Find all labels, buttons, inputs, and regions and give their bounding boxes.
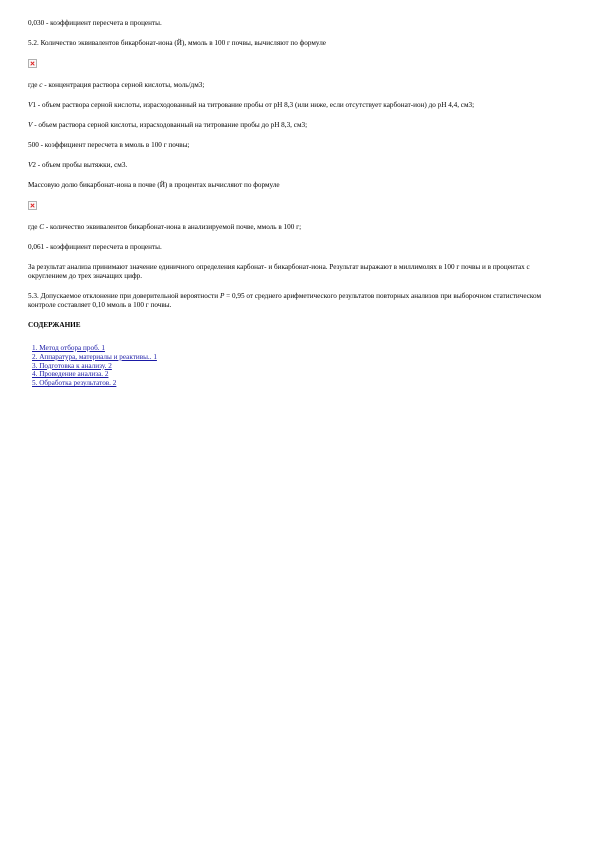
paragraph-tolerance (28, 292, 568, 310)
variable-v2: V (28, 161, 33, 169)
definition-v2: 2 - объем пробы вытяжки, см3. (32, 161, 128, 169)
broken-image-icon (28, 201, 37, 210)
paragraph-v1 (28, 101, 568, 110)
formula-image-1 (28, 59, 568, 71)
toc-item (32, 370, 568, 379)
toc-item (32, 362, 568, 371)
paragraph-coefficient-0061: 0,061 - коэффициент пересчета в проценты. (28, 243, 162, 251)
toc-item (32, 379, 568, 388)
variable-v1: V (28, 101, 33, 109)
paragraph-where-C (28, 223, 568, 232)
toc-link-analysis[interactable]: 4. Проведение анализа. 2 (32, 370, 109, 379)
variable-P: Р (219, 292, 225, 300)
paragraph-bicarbonate-formula-intro: 5.2. Количество эквивалентов бикарбонат-иона (Й), ммоль в 100 г почвы, вычисляют по формуле (28, 39, 326, 47)
table-of-contents (32, 344, 568, 388)
paragraph-v2 (28, 161, 568, 170)
toc-link-apparatus[interactable]: 2. Аппаратура, материалы и реактивы.. 1 (32, 352, 157, 361)
tolerance-text-b: = 0,95 от среднего арифметического результатов повторных анализов при выборочном статистическом контроле составляет 0,10 ммоль в 100 г почвы. (28, 292, 542, 309)
toc-title: СОДЕРЖАНИЕ (28, 321, 81, 329)
paragraph-v (28, 121, 568, 130)
document-page (28, 19, 568, 388)
paragraph-coefficient-percent: 0,030 - коэффициент пересчета в проценты. (28, 19, 162, 27)
variable-c: с (39, 81, 43, 89)
broken-image-icon (28, 59, 37, 68)
toc-link-sampling[interactable]: 1. Метод отбора проб. 1 (32, 344, 105, 352)
toc-link-preparation[interactable]: 3. Подготовка к анализу. 2 (32, 361, 112, 370)
paragraph-mass-fraction-intro: Массовую долю бикарбонат-иона в почве (Й) в процентах вычисляют по формуле (28, 181, 280, 189)
definition-v: - объем раствора серной кислоты, израсходованный на титрование пробы до рН 8,3, см3; (32, 121, 308, 129)
toc-item (32, 353, 568, 362)
toc-item (32, 344, 568, 353)
variable-v: V (28, 121, 33, 129)
paragraph-where-c (28, 81, 568, 90)
definition-v1: 1 - объем раствора серной кислоты, израсходованный на титрование пробы от рН 8,3 (или ниже, если отсутствует карбонат-ион) до рН 4,4, см3; (32, 101, 475, 109)
variable-C: С (39, 223, 45, 231)
toc-link-results[interactable]: 5. Обработка результатов. 2 (32, 379, 117, 388)
tolerance-text-a: 5.3. Допускаемое отклонение при доверительной вероятности (28, 292, 220, 300)
formula-image-2 (28, 201, 568, 213)
definition-C: - количество эквивалентов бикарбонат-иона в анализируемой почве, ммоль в 100 г; (44, 223, 302, 231)
definition-c: - концентрация раствора серной кислоты, моль/дм3; (42, 81, 205, 89)
paragraph-result: За результат анализа принимают значение единичного определения карбонат- и бикарбонат-иона. Результат выражают в миллимолях в 100 г почвы и в процентах с округлением до трех значащих цифр. (28, 263, 530, 280)
paragraph-coefficient-500: 500 - коэффициент пересчета в ммоль в 100 г почвы; (28, 141, 190, 149)
where-label: где (28, 223, 40, 231)
where-label: где (28, 81, 40, 89)
